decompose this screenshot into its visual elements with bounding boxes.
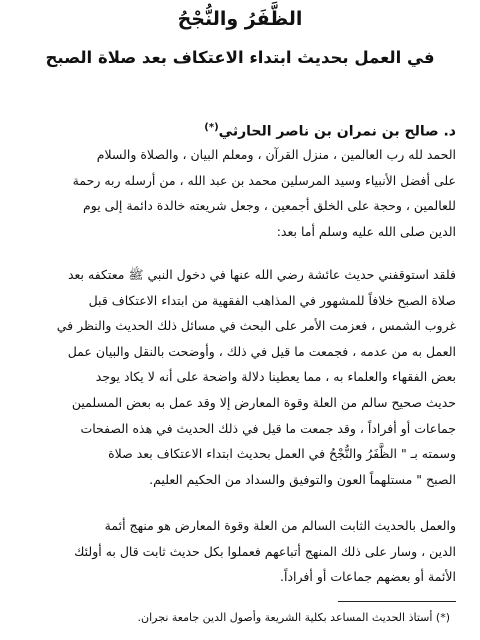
author-footnote-marker: (*) [204, 122, 219, 133]
author-name: د. صالح بن نمران بن ناصر الحارثي [218, 123, 456, 140]
paragraph-line: الحمد لله رب العالمين ، منزل القرآن ، ومعلم البيان ، والصلاة والسلام [96, 147, 456, 162]
paragraph-line: غروب الشمس ، فعزمت الأمر على البحث في مسائل ذلك الحديث والنظر في [56, 318, 456, 334]
footnote-divider [338, 601, 456, 602]
page-title: الظَّفَرُ والنُّجْحُ [177, 8, 303, 30]
paragraph-line: صلاة الصبح خلافاً للمشهور في المذاهب الفقهية من ابتداء الاعتكاف قبل [88, 292, 456, 308]
paragraph-line: الدين ، وسار على ذلك المنهج أتباعهم فعملوا بكل حديث ثابت قال به أولئك [74, 543, 456, 559]
footnote: (*) أستاذ الحديث المساعد بكلية الشريعة وأصول الدين جامعة نجران. [137, 611, 450, 624]
paragraph-line: على أفضل الأنبياء وسيد المرسلين محمد بن عبد الله ، من أرسله ربه رحمة [72, 172, 456, 188]
author-line [204, 118, 456, 142]
paragraph-line: للعالمين ، وحجة على الخلق أجمعين ، وجعل شريعته خالدة دائمة إلى يوم [83, 198, 456, 214]
paragraph-line: حديث صحيح سالم من العلة وقوة المعارض إلا وقد عمل به بعض المسلمين [71, 394, 456, 410]
paragraph-introduction [26, 142, 456, 244]
page-subtitle: في العمل بحديث ابتداء الاعتكاف بعد صلاة الصبح [45, 48, 435, 67]
paragraph-line: العمل به من عدمه ، فجمعت ما قيل في ذلك ، وأوضحت بالنقل والبيان عمل [67, 343, 456, 359]
paragraph-line: الصبح " مستلهماً العون والتوفيق والسداد من الحكيم العليم. [149, 471, 456, 487]
paragraph-line: فلقد استوقفني حديث عائشة رضي الله عنها في دخول النبي ﷺ معتكفه بعد [67, 267, 456, 282]
paragraph-line: الدين صلى الله عليه وسلم أما بعد: [276, 223, 456, 239]
paragraph-line: الأئمة أو بعضهم جماعات أو أفراداً. [280, 569, 456, 585]
paragraph-motivation [26, 262, 456, 492]
paragraph-line: وسمته بـ " الظَّفَرُ والنُّجْحُ في العمل بحديث ابتداء الاعتكاف بعد صلاة [108, 446, 456, 462]
paragraph-line: جماعات أو أفراداً ، وقد جمعت ما قيل في ذلك الحديث في هذه الصفحات [80, 420, 456, 436]
paragraph-line: والعمل بالحديث الثابت السالم من العلة وقوة المعارض هو منهج أئمة [104, 518, 456, 533]
paragraph-line: بعض الفقهاء والعلماء به ، مما يعطينا دلالة واضحة على أنه لا يكاد يوجد [95, 369, 456, 385]
paragraph-methodology [26, 513, 456, 590]
